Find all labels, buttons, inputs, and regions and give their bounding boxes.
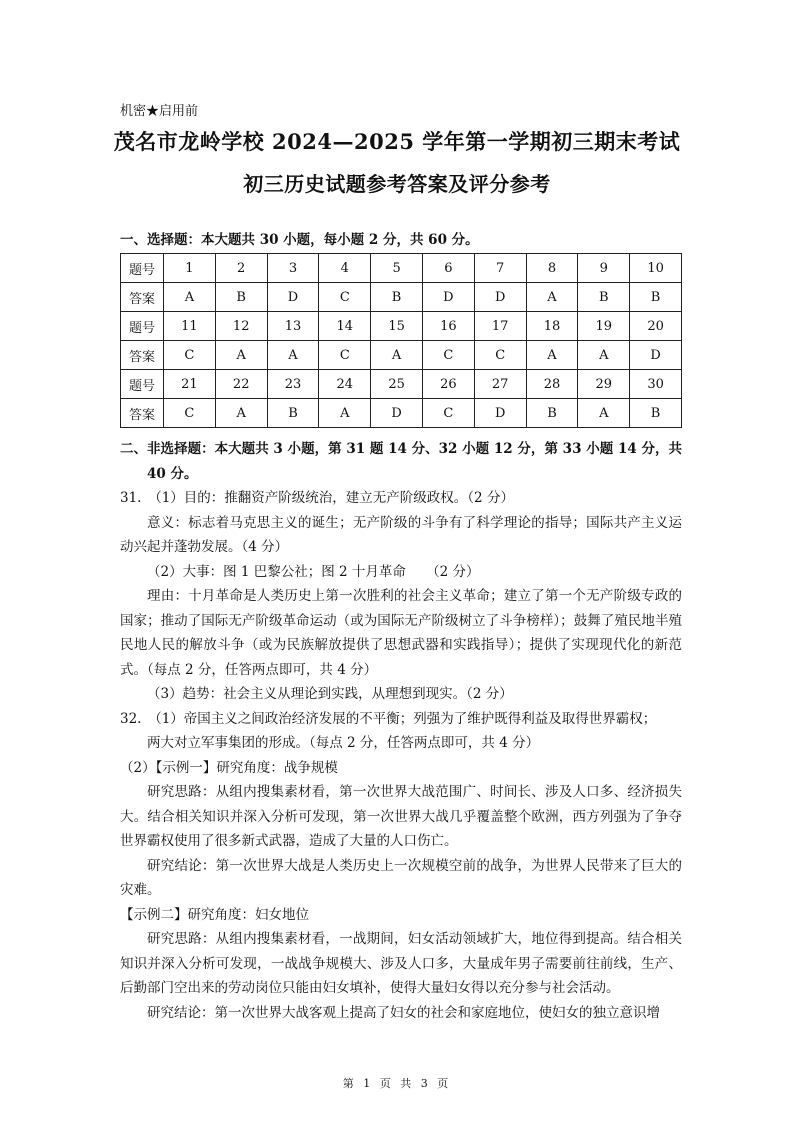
answer-cell: D <box>371 399 423 428</box>
question-number-cell: 13 <box>267 312 319 341</box>
question-number-cell: 20 <box>630 312 682 341</box>
answer-cell: A <box>164 283 216 312</box>
answer-cell: A <box>578 341 630 370</box>
q31-significance: 意义：标志着马克思主义的诞生；无产阶级的斗争有了科学理论的指导；国际共产主义运动兴起并蓬勃发展。（4 分） <box>120 514 682 555</box>
q32-example1-approach: 研究思路：从组内搜集素材看，第一次世界大战范围广、时间长、涉及人口多、经济损失大。结合相关知识并深入分析可发现，第一次世界大战几乎覆盖整个欧洲，西方列强为了争夺世界霸权使用了很多新式武器，造成了大量的人口伤亡。 <box>120 784 682 849</box>
page-subtitle: 初三历史试题参考答案及评分参考 <box>243 172 551 196</box>
section1-heading: 一、选择题：本大题共 30 小题，每小题 2 分，共 60 分。 <box>120 232 479 248</box>
q32-part1-cont: 两大对立军事集团的形成。（每点 2 分，任答两点即可，共 4 分） <box>147 735 540 751</box>
q31-reason: 理由：十月革命是人类历史上第一次胜利的社会主义革命；建立了第一个无产阶级专政的国家；推动了国际无产阶级革命运动（或为国际无产阶级树立了斗争榜样）；鼓舞了殖民地半殖民地人民的解放斗争（或为民族解放提供了思想武器和实践指导）；提供了实现现代化的新范式。（每点 2 分，任答两点即可，共 4 分） <box>120 588 682 678</box>
question-number-cell: 26 <box>422 370 474 399</box>
question-number-cell: 25 <box>371 370 423 399</box>
answer-cell: A <box>267 341 319 370</box>
question-number-cell: 11 <box>164 312 216 341</box>
answer-row <box>121 283 682 312</box>
answer-cell: D <box>630 341 682 370</box>
q32-part1: 32. （1）帝国主义之间政治经济发展的不平衡；列强为了维护既得利益及取得世界霸权； <box>120 710 657 727</box>
answer-cell: A <box>526 283 578 312</box>
question-number-cell: 12 <box>215 312 267 341</box>
q32-example2-angle: 【示例二】研究角度：妇女地位 <box>120 906 309 923</box>
question-number-cell: 15 <box>371 312 423 341</box>
section2-heading: 二、非选择题：本大题共 3 小题，第 31 题 14 分、32 小题 12 分，第 33 小题 14 分，共 40 分。 <box>120 441 682 482</box>
question-number-cell: 29 <box>578 370 630 399</box>
row-label: 答案 <box>121 399 164 428</box>
answer-cell: C <box>422 341 474 370</box>
section2-content <box>120 437 682 1025</box>
answer-table <box>120 253 682 428</box>
answer-cell: A <box>319 399 371 428</box>
question-number-cell: 27 <box>474 370 526 399</box>
question-number-cell: 14 <box>319 312 371 341</box>
answer-cell: B <box>267 399 319 428</box>
answer-cell: C <box>164 399 216 428</box>
answer-cell: A <box>371 341 423 370</box>
q31-part3: （3）趋势：社会主义从理论到实践，从理想到现实。（2 分） <box>147 686 513 702</box>
q31-part1: 31. （1）目的：推翻资产阶级统治，建立无产阶级政权。（2 分） <box>120 490 514 506</box>
answer-cell: D <box>422 283 474 312</box>
answer-cell: B <box>630 283 682 312</box>
answer-cell: A <box>526 341 578 370</box>
answer-row <box>121 399 682 428</box>
q31-part2: （2）大事：图 1 巴黎公社；图 2 十月革命 （2 分） <box>147 563 480 580</box>
row-label: 题号 <box>121 312 164 341</box>
question-number-cell: 28 <box>526 370 578 399</box>
answer-cell: B <box>526 399 578 428</box>
question-number-cell: 9 <box>578 254 630 283</box>
answer-row <box>121 341 682 370</box>
question-number-cell: 22 <box>215 370 267 399</box>
answer-cell: C <box>319 283 371 312</box>
answer-cell: B <box>215 283 267 312</box>
answer-cell: D <box>474 399 526 428</box>
answer-cell: B <box>578 283 630 312</box>
question-number-cell: 19 <box>578 312 630 341</box>
answer-cell: D <box>267 283 319 312</box>
question-number-cell: 24 <box>319 370 371 399</box>
row-label: 答案 <box>121 283 164 312</box>
answer-cell: C <box>422 399 474 428</box>
answer-cell: C <box>474 341 526 370</box>
answer-cell: A <box>215 341 267 370</box>
question-number-cell: 6 <box>422 254 474 283</box>
row-label: 题号 <box>121 370 164 399</box>
question-number-row <box>121 370 682 399</box>
question-number-row <box>121 254 682 283</box>
question-number-cell: 3 <box>267 254 319 283</box>
page-footer: 第 1 页 共 3 页 <box>342 1077 452 1090</box>
q32-example1-conclusion: 研究结论：第一次世界大战是人类历史上一次规模空前的战争，为世界人民带来了巨大的灾难。 <box>120 857 682 898</box>
answer-cell: B <box>630 399 682 428</box>
answer-cell: A <box>578 399 630 428</box>
row-label: 答案 <box>121 341 164 370</box>
question-number-cell: 21 <box>164 370 216 399</box>
question-number-cell: 7 <box>474 254 526 283</box>
page-title: 茂名市龙岭学校 2024—2025 学年第一学期初三期末考试 <box>113 129 681 154</box>
q32-example2-conclusion: 研究结论：第一次世界大战客观上提高了妇女的社会和家庭地位，使妇女的独立意识增 <box>147 1004 660 1021</box>
question-number-row <box>121 312 682 341</box>
secret-mark: 机密★启用前 <box>120 104 199 119</box>
question-number-cell: 8 <box>526 254 578 283</box>
answer-cell: D <box>474 283 526 312</box>
q32-example1-angle: （2）【示例一】研究角度：战争规模 <box>120 759 338 776</box>
q32-example2-approach: 研究思路：从组内搜集素材看，一战期间，妇女活动领域扩大，地位得到提高。结合相关知识并深入分析可发现，一战战争规模大、涉及人口多，大量成年男子需要前往前线，生产、后勤部门空出来的劳动岗位只能由妇女填补，使得大量妇女得以充分参与社会活动。 <box>120 931 682 996</box>
question-number-cell: 18 <box>526 312 578 341</box>
question-number-cell: 1 <box>164 254 216 283</box>
question-number-cell: 4 <box>319 254 371 283</box>
question-number-cell: 23 <box>267 370 319 399</box>
answer-cell: B <box>371 283 423 312</box>
question-number-cell: 10 <box>630 254 682 283</box>
answer-cell: C <box>319 341 371 370</box>
answer-cell: A <box>215 399 267 428</box>
question-number-cell: 17 <box>474 312 526 341</box>
question-number-cell: 5 <box>371 254 423 283</box>
answer-cell: C <box>164 341 216 370</box>
row-label: 题号 <box>121 254 164 283</box>
question-number-cell: 30 <box>630 370 682 399</box>
question-number-cell: 2 <box>215 254 267 283</box>
question-number-cell: 16 <box>422 312 474 341</box>
